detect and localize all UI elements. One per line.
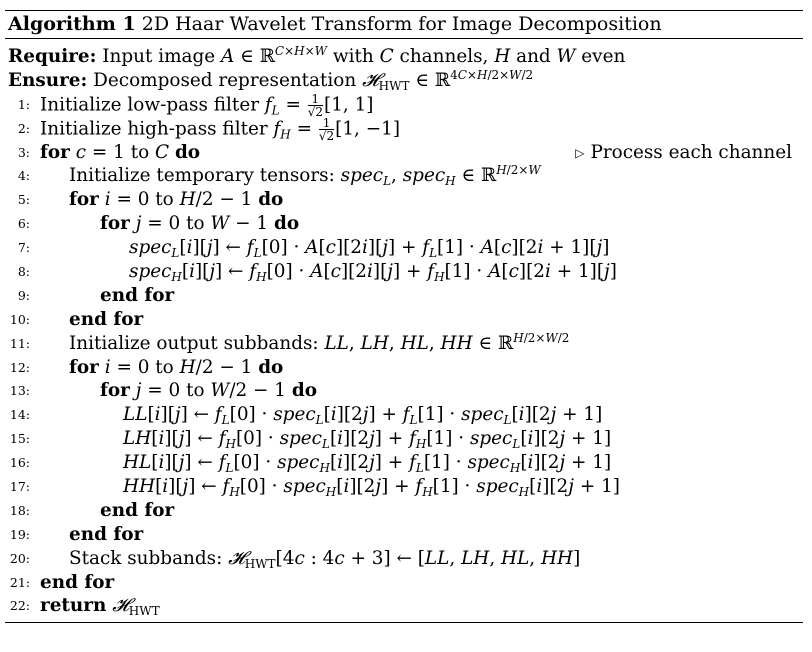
ensure-math: 𝓗$_{HWT}$ ∈ ℝ$^{4C\times H/2\times W/2}$ xyxy=(362,67,534,93)
line-statement: LL[i][j] ← $f_L[0]$ · spec$_L$[i][2j] + $f_L[1]$ · spec$_L$[i][2j + 1] xyxy=(123,404,603,428)
line-statement: Initialize temporary tensors: spec$_L$, spec$_H$ ∈ ℝ$^{H/2\times W}$ xyxy=(69,163,541,189)
line-16 xyxy=(5,451,803,475)
line-18 xyxy=(5,499,803,523)
line-number: 3: xyxy=(17,144,30,160)
line-statement: for i = 0 to H/2 − 1 do xyxy=(69,356,284,378)
require-math: A ∈ ℝ$^{C\times H\times W}$ xyxy=(221,44,328,67)
line-10 xyxy=(5,308,803,332)
line-9 xyxy=(5,284,803,308)
line-17 xyxy=(5,475,803,499)
comment-triangle-icon: ▷ xyxy=(575,145,585,160)
ensure-keyword: Ensure: xyxy=(8,69,88,91)
line-1 xyxy=(5,93,803,117)
line-number: 5: xyxy=(17,192,30,208)
line-statement: HL[i][j] ← $f_L[0]$ · spec$_H$[i][2j] + $f_L[1]$ · spec$_H$[i][2j + 1] xyxy=(123,452,612,476)
line-number: 15: xyxy=(9,431,30,447)
ensure-text-before: Decomposed representation xyxy=(93,69,357,91)
line-22 xyxy=(5,594,803,618)
line-6 xyxy=(5,212,803,236)
line-statement: Initialize high-pass filter $f_H$ = $\frac{1}{√2}$ [1, −1] xyxy=(40,115,401,143)
line-7 xyxy=(5,236,803,260)
line-number: 2: xyxy=(17,120,30,136)
line-number: 12: xyxy=(9,359,30,375)
line-number: 4: xyxy=(17,168,30,184)
line-statement: spec$_H$[i][j] ← $f_H[0] \cdot A[c][2i][j] + f_H[1] \cdot A[c][2i + 1][j]$ xyxy=(129,261,617,285)
line-number: 18: xyxy=(9,502,30,518)
line-5 xyxy=(5,188,803,212)
line-3 xyxy=(5,141,803,165)
line-11 xyxy=(5,332,803,356)
line-number: 19: xyxy=(9,526,30,542)
line-statement: end for xyxy=(69,523,144,545)
fraction: $\frac{1}{√2}$ xyxy=(318,115,335,143)
line-15 xyxy=(5,427,803,451)
line-number: 21: xyxy=(9,574,30,590)
line-number: 16: xyxy=(9,455,30,471)
line-statement: end for xyxy=(100,284,175,306)
ensure-line xyxy=(5,69,803,93)
line-14 xyxy=(5,403,803,427)
line-number: 1: xyxy=(17,96,30,112)
line-statement: HH[i][j] ← $f_H[0]$ · spec$_H$[i][2j] + $f_H[1]$ · spec$_H$[i][2j + 1] xyxy=(123,476,620,500)
line-number: 13: xyxy=(9,383,30,399)
line-statement: spec$_L$[i][j] ← $f_L[0] \cdot A[c][2i][j] + f_L[1] \cdot A[c][2i + 1][j]$ xyxy=(129,237,610,261)
line-number: 9: xyxy=(17,287,30,303)
algorithm-title-text: 2D Haar Wavelet Transform for Image Decomposition xyxy=(141,13,662,35)
line-number: 17: xyxy=(9,479,30,495)
line-statement: end for xyxy=(69,308,144,330)
line-statement: for j = 0 to W − 1 do xyxy=(100,213,300,235)
line-statement: for j = 0 to W/2 − 1 do xyxy=(100,380,317,402)
line-statement: end for xyxy=(100,499,175,521)
algorithm-box xyxy=(5,10,803,623)
line-statement: for i = 0 to H/2 − 1 do xyxy=(69,189,284,211)
line-number: 7: xyxy=(17,240,30,256)
require-text-after: with C channels, H and W even xyxy=(332,46,626,67)
line-21 xyxy=(5,571,803,595)
line-20 xyxy=(5,547,803,571)
line-8 xyxy=(5,260,803,284)
algorithm-label: Algorithm 1 xyxy=(8,13,136,35)
line-number: 22: xyxy=(9,598,30,614)
line-statement: LH[i][j] ← $f_H[0]$ · spec$_L$[i][2j] + $f_H[1]$ · spec$_L$[i][2j + 1] xyxy=(123,428,612,452)
line-19 xyxy=(5,523,803,547)
line-number: 14: xyxy=(9,407,30,423)
line-2 xyxy=(5,117,803,141)
algorithm-title xyxy=(5,11,803,39)
line-4 xyxy=(5,164,803,188)
line-number: 20: xyxy=(9,550,30,566)
line-statement: Stack subbands: 𝓗$_{HWT}$[4c : 4c + 3] ← [LL, LH, HL, HH] xyxy=(69,547,581,571)
line-13 xyxy=(5,379,803,403)
require-line xyxy=(5,45,803,69)
line-statement: Initialize low-pass filter $f_L$ = $\frac{1}{√2}$ [1, 1] xyxy=(40,91,374,119)
line-number: 8: xyxy=(17,264,30,280)
line-number: 11: xyxy=(9,335,30,351)
fraction: $\frac{1}{√2}$ xyxy=(307,91,324,119)
line-statement: end for xyxy=(40,571,115,593)
line-comment: ▷ Process each channel xyxy=(575,141,792,163)
require-text-before: Input image xyxy=(102,46,216,67)
line-number: 10: xyxy=(9,311,30,327)
line-statement: Initialize output subbands: LL, LH, HL, HH ∈ ℝ$^{H/2\times W/2}$ xyxy=(69,330,570,354)
algorithm-body xyxy=(5,45,803,618)
line-12 xyxy=(5,356,803,380)
line-number: 6: xyxy=(17,216,30,232)
line-statement: return 𝓗$_{HWT}$ xyxy=(40,595,160,619)
require-keyword: Require: xyxy=(8,46,97,67)
line-statement: for c = 1 to C do xyxy=(40,141,201,163)
